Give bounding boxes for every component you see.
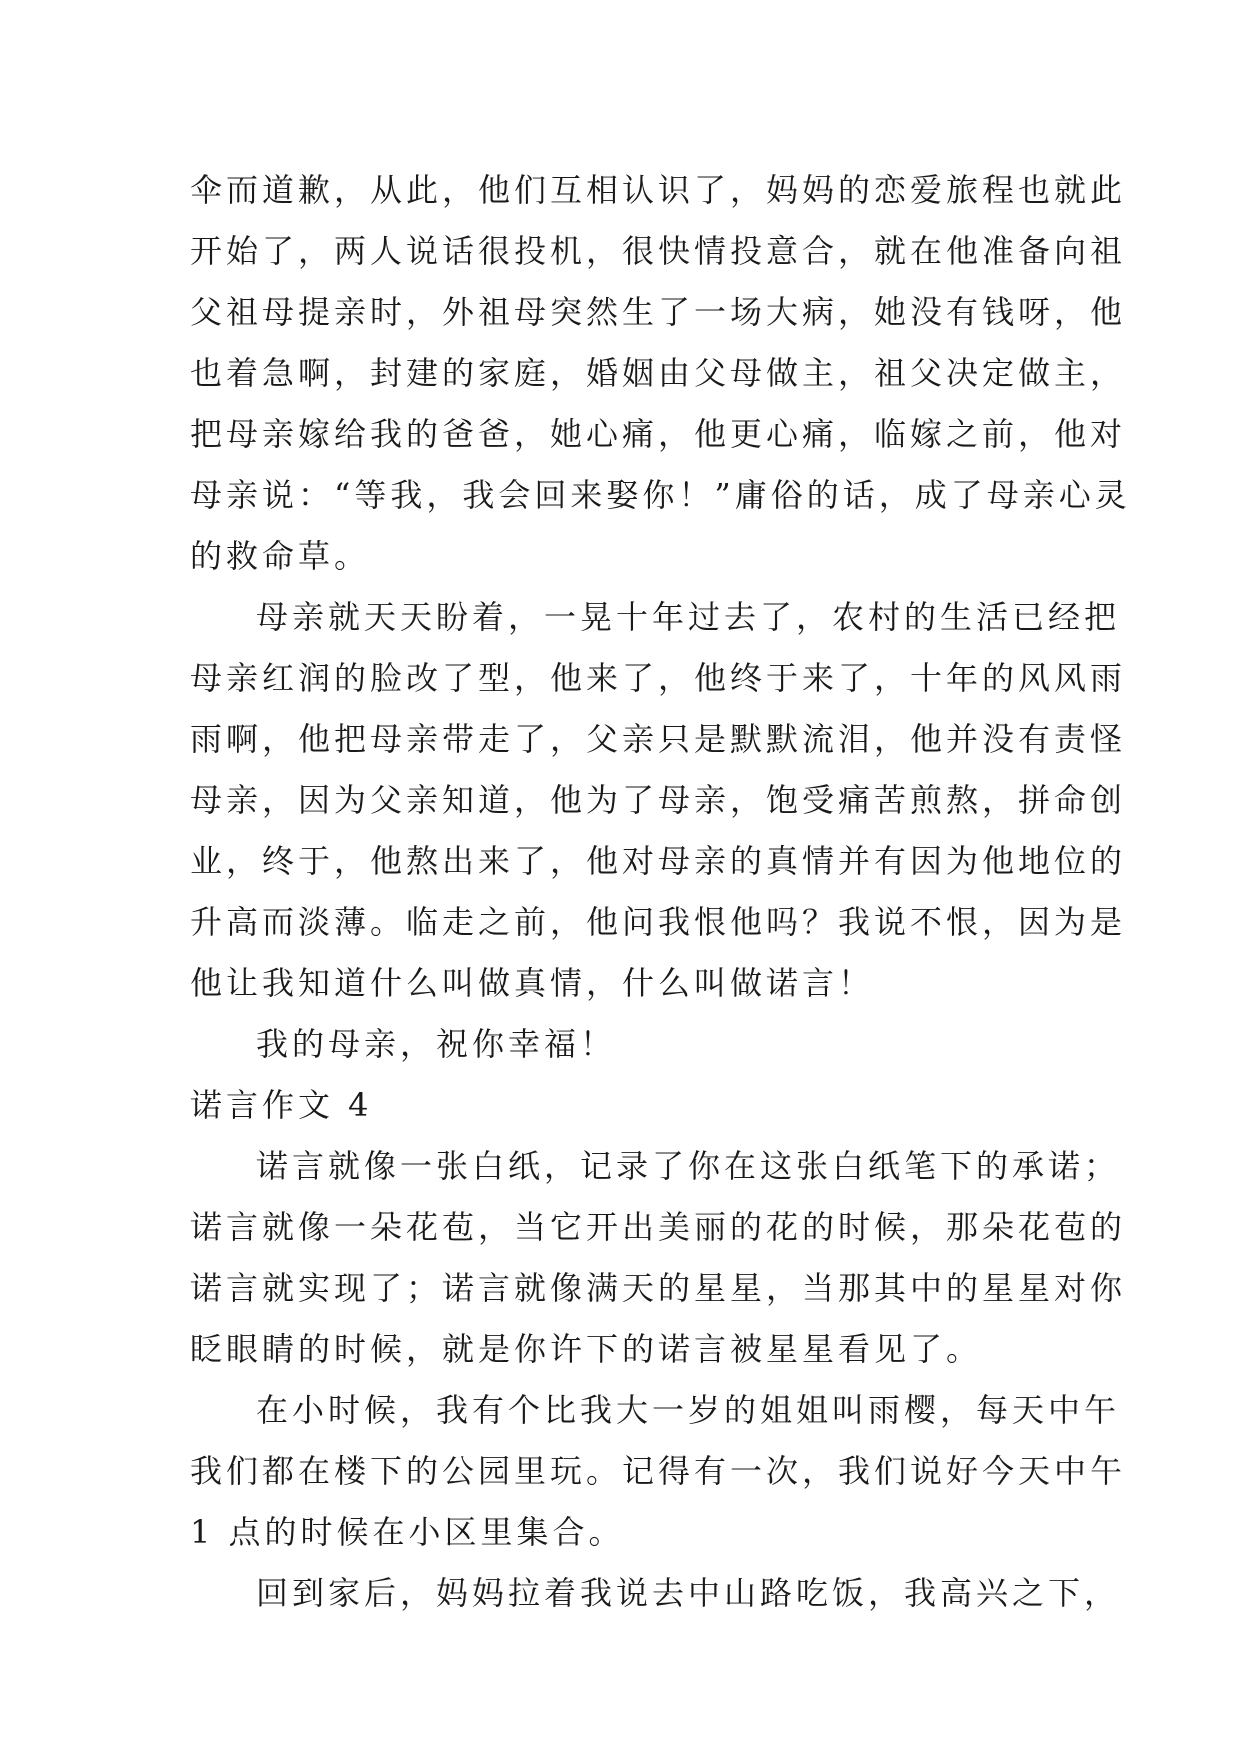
text-line: 母亲就天天盼着，一晃十年过去了，农村的生活已经把 (256, 598, 1121, 636)
text-line: 母亲红润的脸改了型，他来了，他终于来了，十年的风风雨 (190, 659, 1127, 697)
body-text (190, 160, 1131, 1624)
text-line: 诺言就实现了；诺言就像满天的星星，当那其中的星星对你 (190, 1269, 1127, 1307)
text-line: 他让我知道什么叫做真情，什么叫做诺言！ (190, 964, 875, 1002)
text-line: 诺言就像一张白纸，记录了你在这张白纸笔下的承诺； (256, 1147, 1121, 1185)
text-line: 诺言就像一朵花苞，当它开出美丽的花的时候，那朵花苞的 (190, 1208, 1127, 1246)
text-line: 1 点的时候在小区里集合。 (190, 1513, 625, 1551)
text-line: 也着急啊，封建的家庭，婚姻由父母做主，祖父决定做主， (190, 354, 1127, 392)
text-line: 母亲说：“等我，我会回来娶你！”庸俗的话，成了母亲心灵 (190, 476, 1131, 514)
text-line: 的救命草。 (190, 537, 371, 575)
text-line: 伞而道歉，从此，他们互相认识了，妈妈的恋爱旅程也就此 (190, 171, 1127, 209)
section-heading: 诺言作文 4 (190, 1086, 373, 1124)
text-line: 父祖母提亲时，外祖母突然生了一场大病，她没有钱呀，他 (190, 293, 1127, 331)
text-line: 我们都在楼下的公园里玩。记得有一次，我们说好今天中午 (190, 1452, 1127, 1490)
text-line: 把母亲嫁给我的爸爸，她心痛，他更心痛，临嫁之前，他对 (190, 415, 1127, 453)
text-line: 升高而淡薄。临走之前，他问我恨他吗？我说不恨，因为是 (190, 903, 1127, 941)
text-line: 雨啊，他把母亲带走了，父亲只是默默流泪，他并没有责怪 (190, 720, 1127, 758)
text-line: 母亲，因为父亲知道，他为了母亲，饱受痛苦煎熬，拼命创 (190, 781, 1127, 819)
text-line: 开始了，两人说话很投机，很快情投意合，就在他准备向祖 (190, 232, 1127, 270)
text-line: 在小时候，我有个比我大一岁的姐姐叫雨樱，每天中午 (256, 1391, 1121, 1429)
text-line: 回到家后，妈妈拉着我说去中山路吃饭，我高兴之下， (256, 1574, 1121, 1612)
text-line: 业，终于，他熬出来了，他对母亲的真情并有因为他地位的 (190, 842, 1127, 880)
text-line: 我的母亲，祝你幸福！ (256, 1025, 617, 1063)
text-line: 眨眼睛的时候，就是你许下的诺言被星星看见了。 (190, 1330, 983, 1368)
